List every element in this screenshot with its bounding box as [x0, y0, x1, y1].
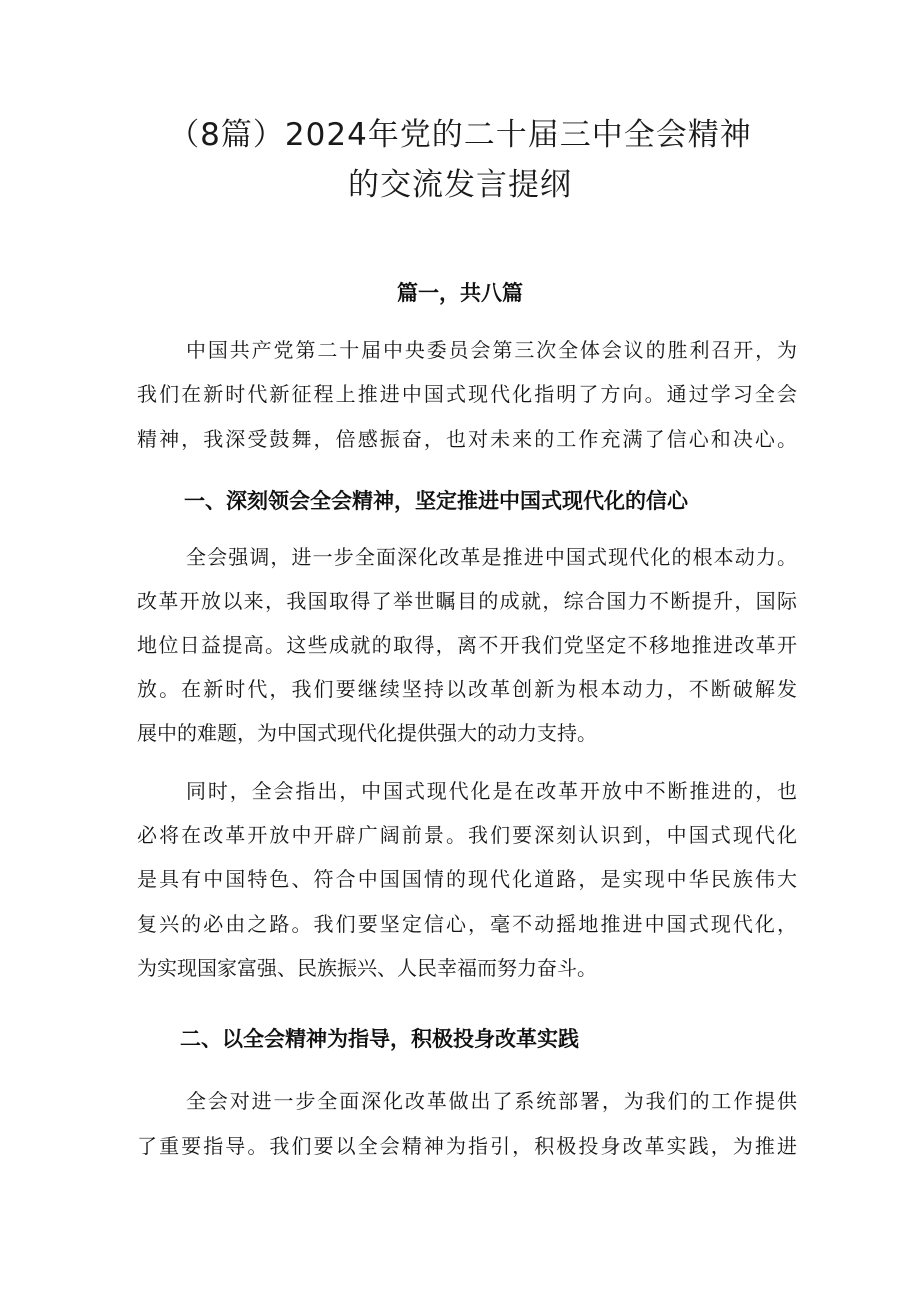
section-1-heading: 一、深刻领会全会精神，坚定推进中国式现代化的信心	[184, 489, 688, 513]
section-2-heading: 二、以全会精神为指导，积极投身改革实践	[180, 1027, 579, 1051]
section-1-paragraph-2-line: 必将在改革开放中开辟广阔前景。我们要深刻认识到，中国式现代化	[137, 823, 797, 847]
document-title-line-1: （8篇）2024年党的二十届三中全会精神	[168, 117, 752, 153]
part-heading: 篇一，共八篇	[397, 281, 523, 305]
section-1-paragraph-1-line: 放。在新时代，我们要继续坚持以改革创新为根本动力，不断破解发	[137, 677, 797, 701]
intro-paragraph-line: 我们在新时代新征程上推进中国式现代化指明了方向。通过学习全会	[137, 382, 797, 406]
section-1-paragraph-1-line: 展中的难题，为中国式现代化提供强大的动力支持。	[137, 721, 597, 745]
section-1-paragraph-1-line: 全会强调，进一步全面深化改革是推进中国式现代化的根本动力。	[186, 545, 797, 569]
intro-paragraph-line: 精神，我深受鼓舞，倍感振奋，也对未来的工作充满了信心和决心。	[137, 427, 797, 451]
section-1-paragraph-2-line: 复兴的必由之路。我们要坚定信心，毫不动摇地推进中国式现代化，	[137, 912, 797, 936]
section-1-paragraph-2-line: 为实现国家富强、民族振兴、人民幸福而努力奋斗。	[137, 956, 597, 980]
section-1-paragraph-1-line: 改革开放以来，我国取得了举世瞩目的成就，综合国力不断提升，国际	[137, 589, 797, 613]
section-1-paragraph-2-line: 同时，全会指出，中国式现代化是在改革开放中不断推进的，也	[186, 779, 797, 803]
section-2-paragraph-1-line: 了重要指导。我们要以全会精神为指引，积极投身改革实践，为推进	[137, 1134, 797, 1158]
section-1-paragraph-1-line: 地位日益提高。这些成就的取得，离不开我们党坚定不移地推进改革开	[137, 633, 797, 657]
document-title-line-2: 的交流发言提纲	[348, 167, 572, 203]
section-2-paragraph-1-line: 全会对进一步全面深化改革做出了系统部署，为我们的工作提供	[186, 1089, 797, 1113]
section-1-paragraph-2-line: 是具有中国特色、符合中国国情的现代化道路，是实现中华民族伟大	[137, 867, 797, 891]
intro-paragraph-line: 中国共产党第二十届中央委员会第三次全体会议的胜利召开，为	[186, 338, 797, 362]
